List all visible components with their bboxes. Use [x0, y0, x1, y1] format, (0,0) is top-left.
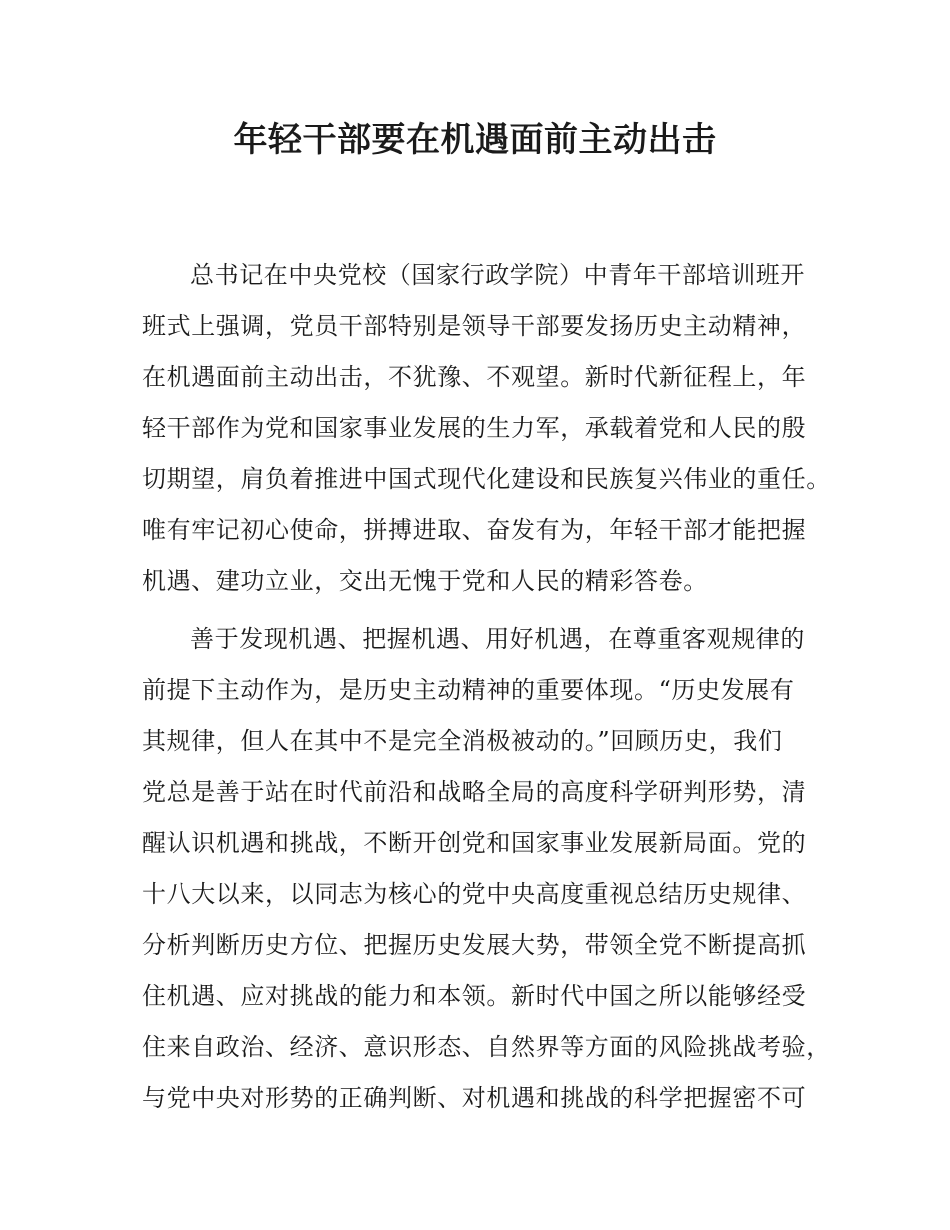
paragraph-line: 住来自政治、经济、意识形态、自然界等方面的风险挑战考验， — [142, 1033, 831, 1061]
paragraph-line: 十八大以来，以同志为核心的党中央高度重视总结历史规律、 — [142, 880, 807, 908]
paragraph-line: 轻干部作为党和国家事业发展的生力军，承载着党和人民的殷 — [142, 414, 807, 442]
paragraph-1 — [142, 250, 838, 607]
paragraph-line: 前提下主动作为，是历史主动精神的重要体现。“历史发展有 — [142, 676, 795, 704]
paragraph-line: 住机遇、应对挑战的能力和本领。新时代中国之所以能够经受 — [142, 982, 807, 1010]
paragraph-line: 党总是善于站在时代前沿和战略全局的高度科学研判形势，清 — [142, 778, 807, 806]
paragraph-line: 总书记在中央党校（国家行政学院）中青年干部培训班开 — [190, 261, 805, 289]
paragraph-line: 机遇、建功立业，交出无愧于党和人民的精彩答卷。 — [142, 567, 708, 595]
paragraph-line: 唯有牢记初心使命，拼搏进取、奋发有为，年轻干部才能把握 — [142, 516, 807, 544]
paragraph-line: 善于发现机遇、把握机遇、用好机遇，在尊重客观规律的 — [190, 625, 805, 653]
paragraph-line: 班式上强调，党员干部特别是领导干部要发扬历史主动精神， — [142, 312, 807, 340]
paragraph-line: 在机遇面前主动出击，不犹豫、不观望。新时代新征程上，年 — [142, 363, 807, 391]
paragraph-line: 其规律，但人在其中不是完全消极被动的。”回顾历史，我们 — [142, 727, 783, 755]
document-body — [142, 250, 838, 1124]
paragraph-line: 醒认识机遇和挑战，不断开创党和国家事业发展新局面。党的 — [142, 829, 807, 857]
paragraph-line: 切期望，肩负着推进中国式现代化建设和民族复兴伟业的重任。 — [142, 465, 831, 493]
paragraph-2 — [142, 614, 838, 1124]
paragraph-line: 与党中央对形势的正确判断、对机遇和挑战的科学把握密不可 — [142, 1084, 807, 1112]
paragraph-line: 分析判断历史方位、把握历史发展大势，带领全党不断提高抓 — [142, 931, 807, 959]
document-title: 年轻干部要在机遇面前主动出击 — [233, 120, 717, 160]
